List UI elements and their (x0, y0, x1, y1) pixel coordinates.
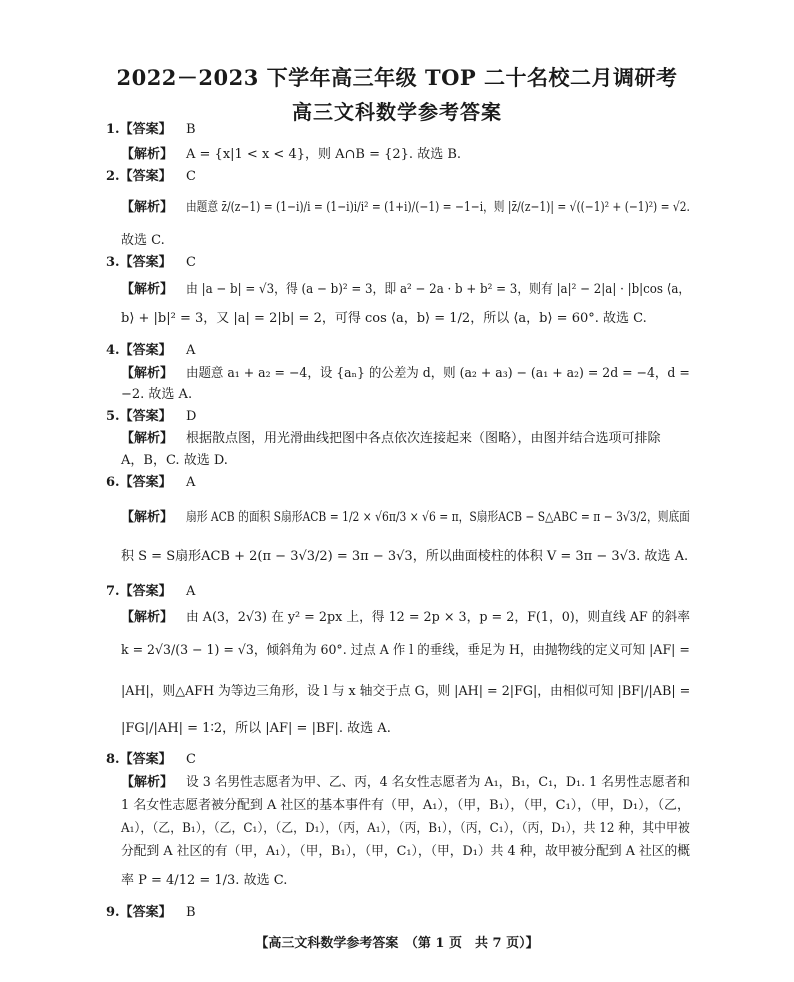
question-3-analysis-line: b⟩ + |b|² = 3，又 |a| = 2|b| = 2，可得 cos ⟨a，b⟩ = 1/2，所以 ⟨a，b⟩ = 60°. 故选 C. (121, 311, 647, 326)
question-3-analysis-label: 【解析】 (121, 282, 174, 297)
question-1-analysis-line: A = {x|1 < x < 4}，则 A∩B = {2}. 故选 B. (186, 147, 462, 162)
question-2-analysis-line: 故选 C. (121, 233, 165, 248)
question-4-answer: A (186, 343, 196, 358)
question-8-answer: C (186, 752, 196, 767)
question-6-answer-label: 6.【答案】 (106, 475, 172, 490)
question-3-answer-label: 3.【答案】 (106, 255, 172, 270)
page-footer: 【高三文科数学参考答案 （第 1 页 共 7 页）】 (255, 936, 539, 951)
question-4-analysis-line: −2. 故选 A. (121, 387, 193, 402)
question-7-analysis-line: |FG|/|AH| = 1∶2，所以 |AF| = |BF|. 故选 A. (121, 721, 391, 736)
question-5-analysis-line: 根据散点图，用光滑曲线把图中各点依次连接起来（图略），由图并结合选项可排除 (186, 431, 661, 446)
question-4-analysis-line: 由题意 a₁ + a₂ = −4，设 {aₙ} 的公差为 d，则 (a₂ + a₃) − (a₁ + a₂) = 2d = −4，d = (186, 366, 690, 381)
question-2-answer-label: 2.【答案】 (106, 169, 172, 184)
question-6-analysis-label: 【解析】 (121, 510, 174, 525)
question-8-answer-label: 8.【答案】 (106, 752, 172, 767)
question-5-answer-label: 5.【答案】 (106, 409, 172, 424)
question-2-analysis-label: 【解析】 (121, 200, 174, 215)
page-subtitle: 高三文科数学参考答案 (292, 100, 502, 124)
question-6-answer: A (186, 475, 196, 490)
question-7-answer: A (186, 584, 196, 599)
question-5-analysis-line: A，B，C. 故选 D. (121, 453, 228, 468)
question-7-analysis-line: 由 A(3，2√3) 在 y² = 2px 上，得 12 = 2p × 3，p = 2，F(1，0)，则直线 AF 的斜率 (186, 610, 690, 625)
page-title: 2022－2023 下学年高三年级 TOP 二十名校二月调研考 (116, 65, 678, 90)
question-4-answer-label: 4.【答案】 (106, 343, 172, 358)
question-1-answer-label: 1.【答案】 (106, 122, 172, 137)
question-2-analysis-line: 由题意 z̄/(z−1) = (1−i)/i = (1−i)i/i² = (1+i)/(−1) = −1−i，则 |z̄/(z−1)| = √((−1)² + (−1)²) = √2. (186, 200, 690, 215)
question-5-answer: D (186, 409, 197, 424)
question-6-analysis-line: 扇形 ACB 的面积 S扇形ACB = 1/2 × √6π/3 × √6 = π，S扇形ACB − S△ABC = π − 3√3/2，则底面 (186, 510, 690, 525)
question-3-analysis-line: 由 |a − b| = √3，得 (a − b)² = 3，即 a² − 2a · b + b² = 3，则有 |a|² − 2|a| · |b|cos ⟨a， (186, 282, 691, 297)
question-7-analysis-label: 【解析】 (121, 610, 174, 625)
question-5-analysis-label: 【解析】 (121, 431, 174, 446)
question-7-analysis-line: |AH|，则△AFH 为等边三角形，设 l 与 x 轴交于点 G，则 |AH| = 2|FG|，由相似可知 |BF|/|AB| = (121, 684, 691, 699)
question-1-analysis-label: 【解析】 (121, 147, 174, 162)
question-8-analysis-line: 率 P = 4/12 = 1/3. 故选 C. (121, 873, 288, 888)
question-8-analysis-label: 【解析】 (121, 775, 174, 790)
question-4-analysis-label: 【解析】 (121, 366, 174, 381)
question-8-analysis-line: 1 名女性志愿者被分配到 A 社区的基本事件有（甲，A₁），（甲，B₁），（甲，C₁），（甲，D₁），（乙， (121, 798, 690, 813)
question-8-analysis-line: 设 3 名男性志愿者为甲、乙、丙，4 名女性志愿者为 A₁，B₁，C₁，D₁. 1 名男性志愿者和 (186, 775, 690, 790)
question-8-analysis-line: 分配到 A 社区的有（甲，A₁），（甲，B₁），（甲，C₁），（甲，D₁）共 4 种，故甲被分配到 A 社区的概 (121, 844, 690, 859)
question-9-answer-label: 9.【答案】 (106, 905, 172, 920)
question-2-answer: C (186, 169, 196, 184)
question-9-answer: B (186, 905, 196, 920)
question-6-analysis-line: 积 S = S扇形ACB + 2(π − 3√3/2) = 3π − 3√3，所以曲面棱柱的体积 V = 3π − 3√3. 故选 A. (121, 549, 689, 564)
question-7-answer-label: 7.【答案】 (106, 584, 172, 599)
question-8-analysis-line: A₁），（乙，B₁），（乙，C₁），（乙，D₁），（丙，A₁），（丙，B₁），（丙，C₁），（丙，D₁），共 12 种，其中甲被 (121, 821, 690, 836)
question-1-answer: B (186, 122, 196, 137)
question-7-analysis-line: k = 2√3/(3 − 1) = √3，倾斜角为 60°. 过点 A 作 l 的垂线，垂足为 H，由抛物线的定义可知 |AF| = (121, 643, 690, 658)
question-3-answer: C (186, 255, 196, 270)
